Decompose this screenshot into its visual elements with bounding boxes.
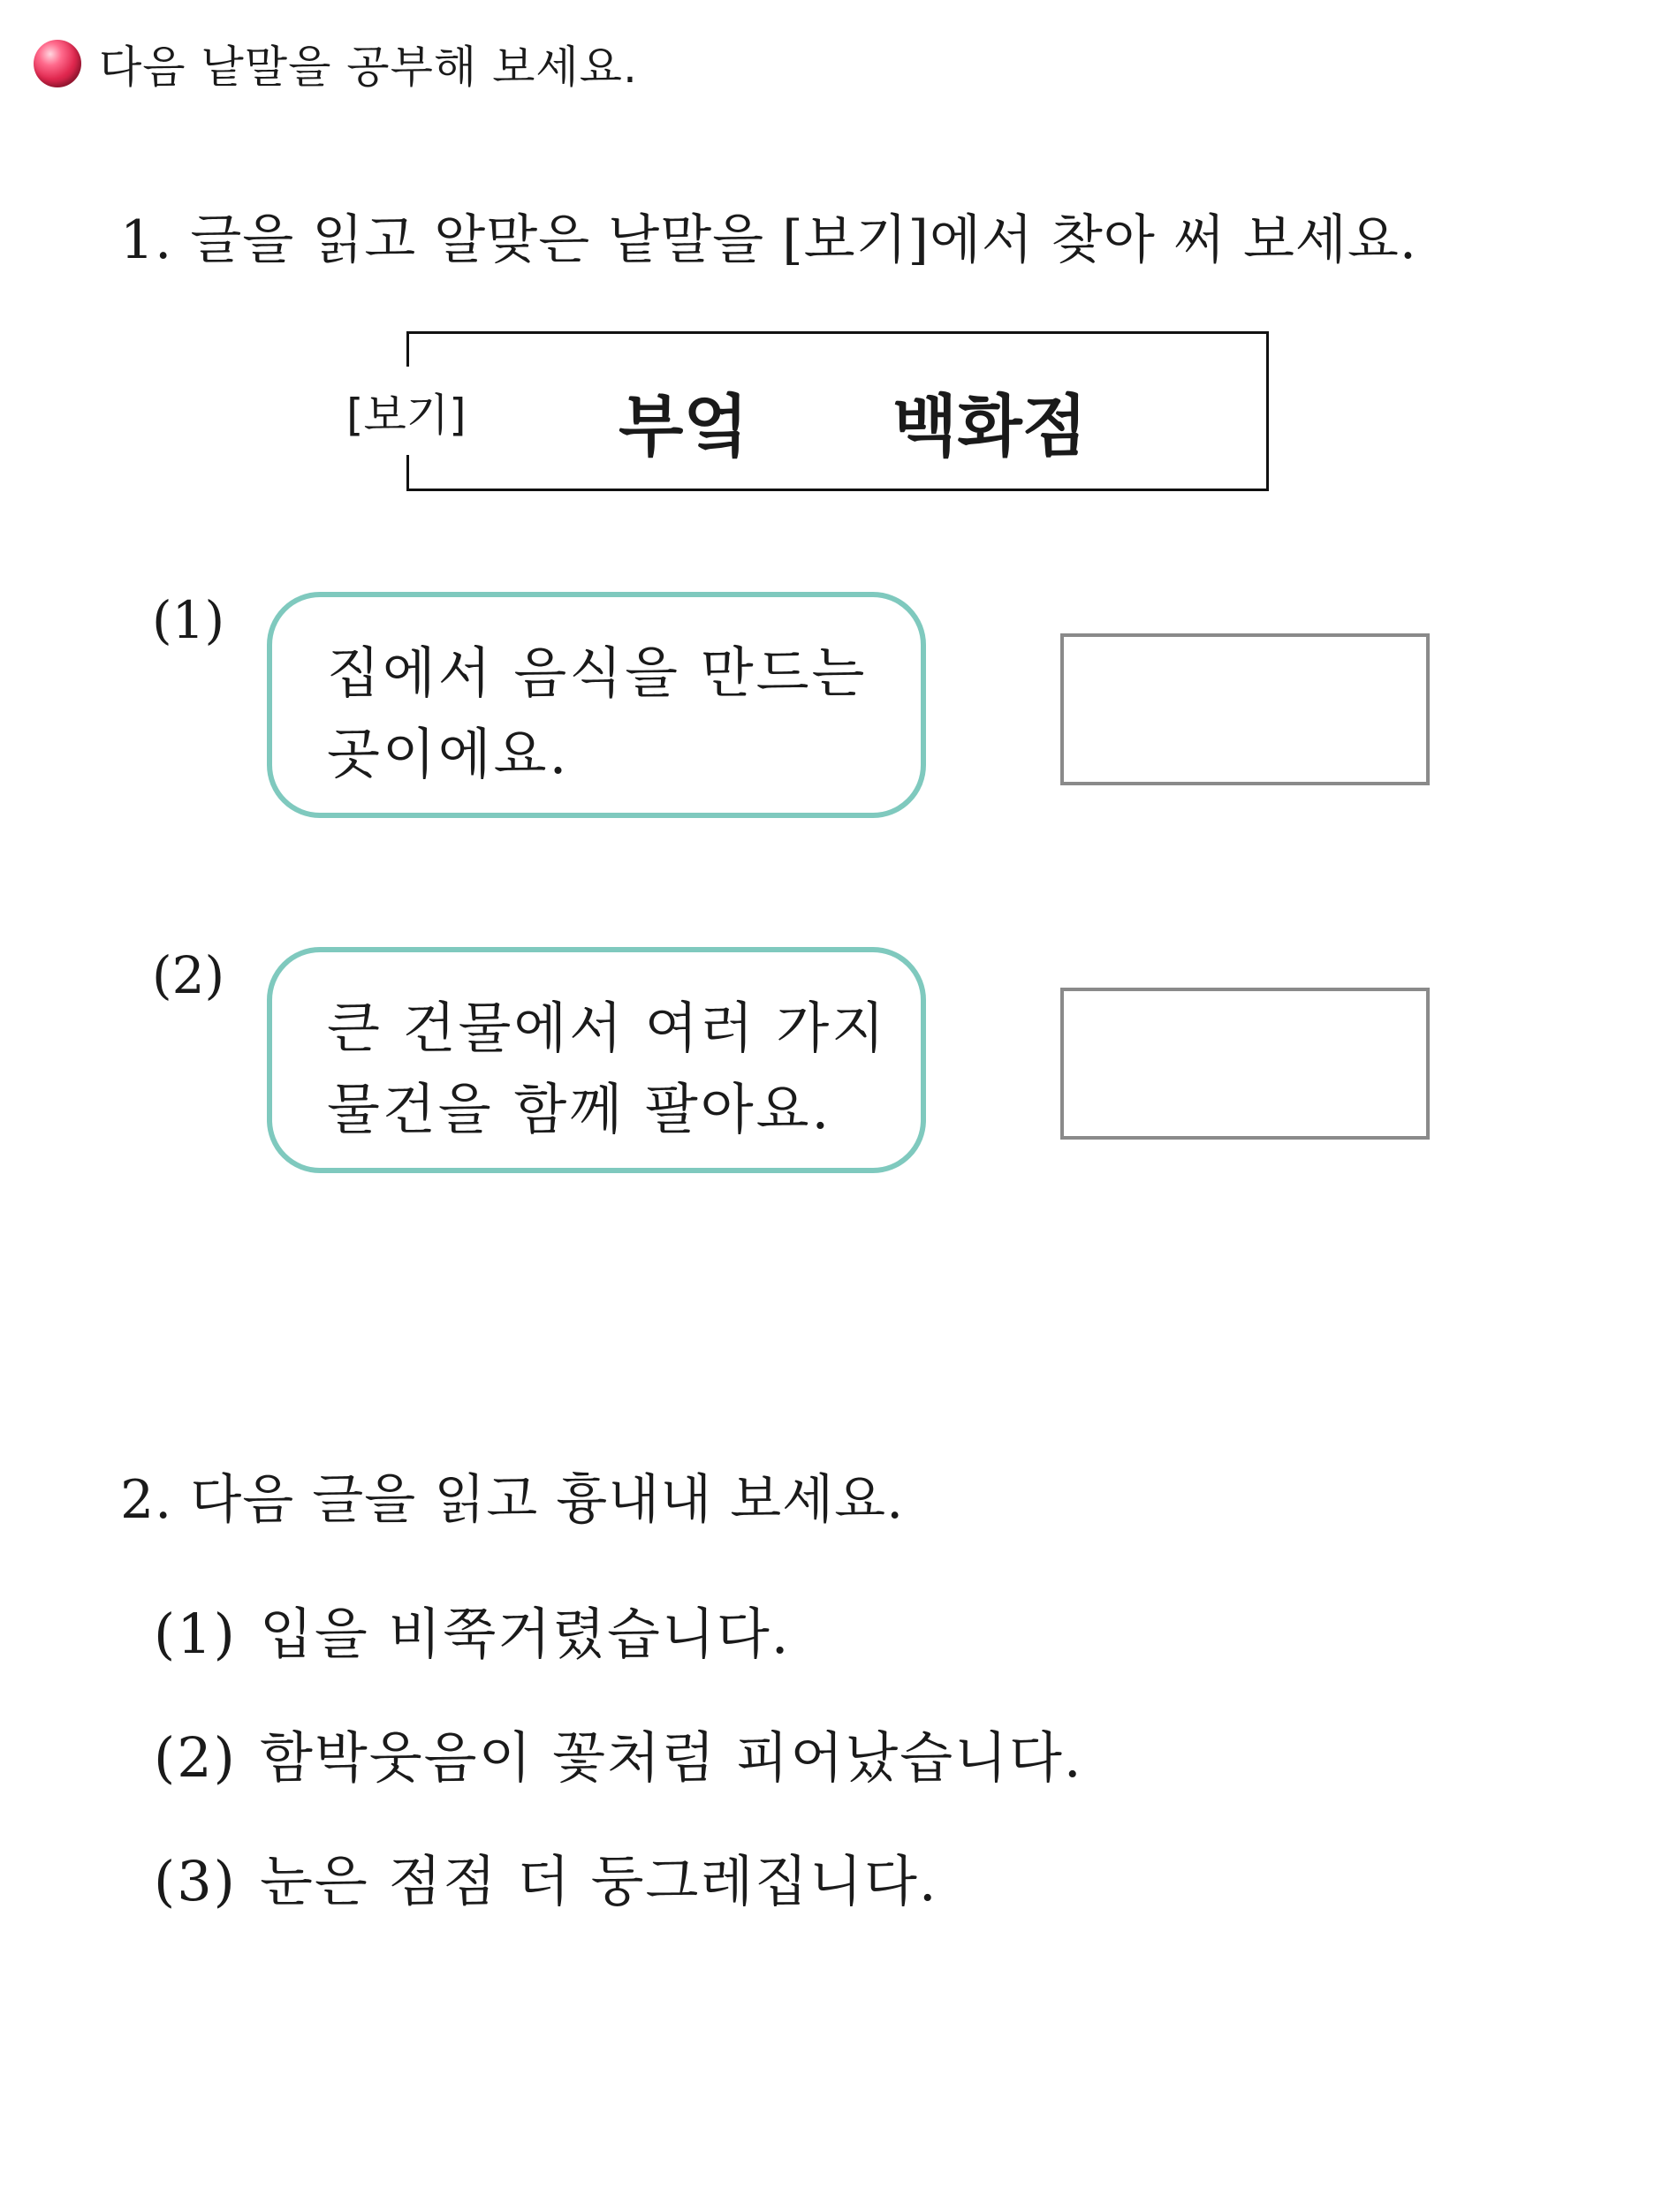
instruction-header xyxy=(34,32,638,95)
item-text: 눈은 점점 더 둥그레집니다. xyxy=(260,1849,938,1913)
clue-bubble xyxy=(267,947,926,1173)
example-box xyxy=(406,331,1269,491)
item-number: (3) xyxy=(154,1849,237,1913)
clue-line: 큰 건물에서 여러 가지 xyxy=(327,996,888,1060)
item-number: (2) xyxy=(154,1725,237,1790)
item-number: (1) xyxy=(154,1602,237,1666)
example-label: [보기] xyxy=(346,390,467,441)
clue-line: 집에서 음식을 만드는 xyxy=(327,640,868,705)
clue-bubble xyxy=(267,592,926,818)
question-1-title: 1. 글을 읽고 알맞은 낱말을 [보기]에서 찾아 써 보세요. xyxy=(120,209,1417,271)
item-number: (1) xyxy=(152,590,225,650)
item-text: 입을 비쭉거렸습니다. xyxy=(260,1602,791,1666)
question-2-title: 2. 다음 글을 읽고 흉내내 보세요. xyxy=(120,1469,905,1531)
example-word: 부엌 xyxy=(619,387,748,466)
answer-box[interactable] xyxy=(1060,988,1430,1140)
example-word: 백화점 xyxy=(892,387,1088,466)
item-text: 함박웃음이 꽃처럼 피어났습니다. xyxy=(260,1725,1083,1790)
clue-line: 곳이에요. xyxy=(327,722,570,786)
instruction-text: 다음 낱말을 공부해 보세요. xyxy=(99,42,638,93)
answer-box[interactable] xyxy=(1060,633,1430,785)
clue-line: 물건을 함께 팔아요. xyxy=(327,1077,832,1141)
list-item xyxy=(154,1590,790,1669)
list-item xyxy=(154,1837,938,1916)
item-number: (2) xyxy=(152,945,225,1005)
red-ball-icon xyxy=(34,40,81,87)
list-item xyxy=(154,1714,1083,1792)
